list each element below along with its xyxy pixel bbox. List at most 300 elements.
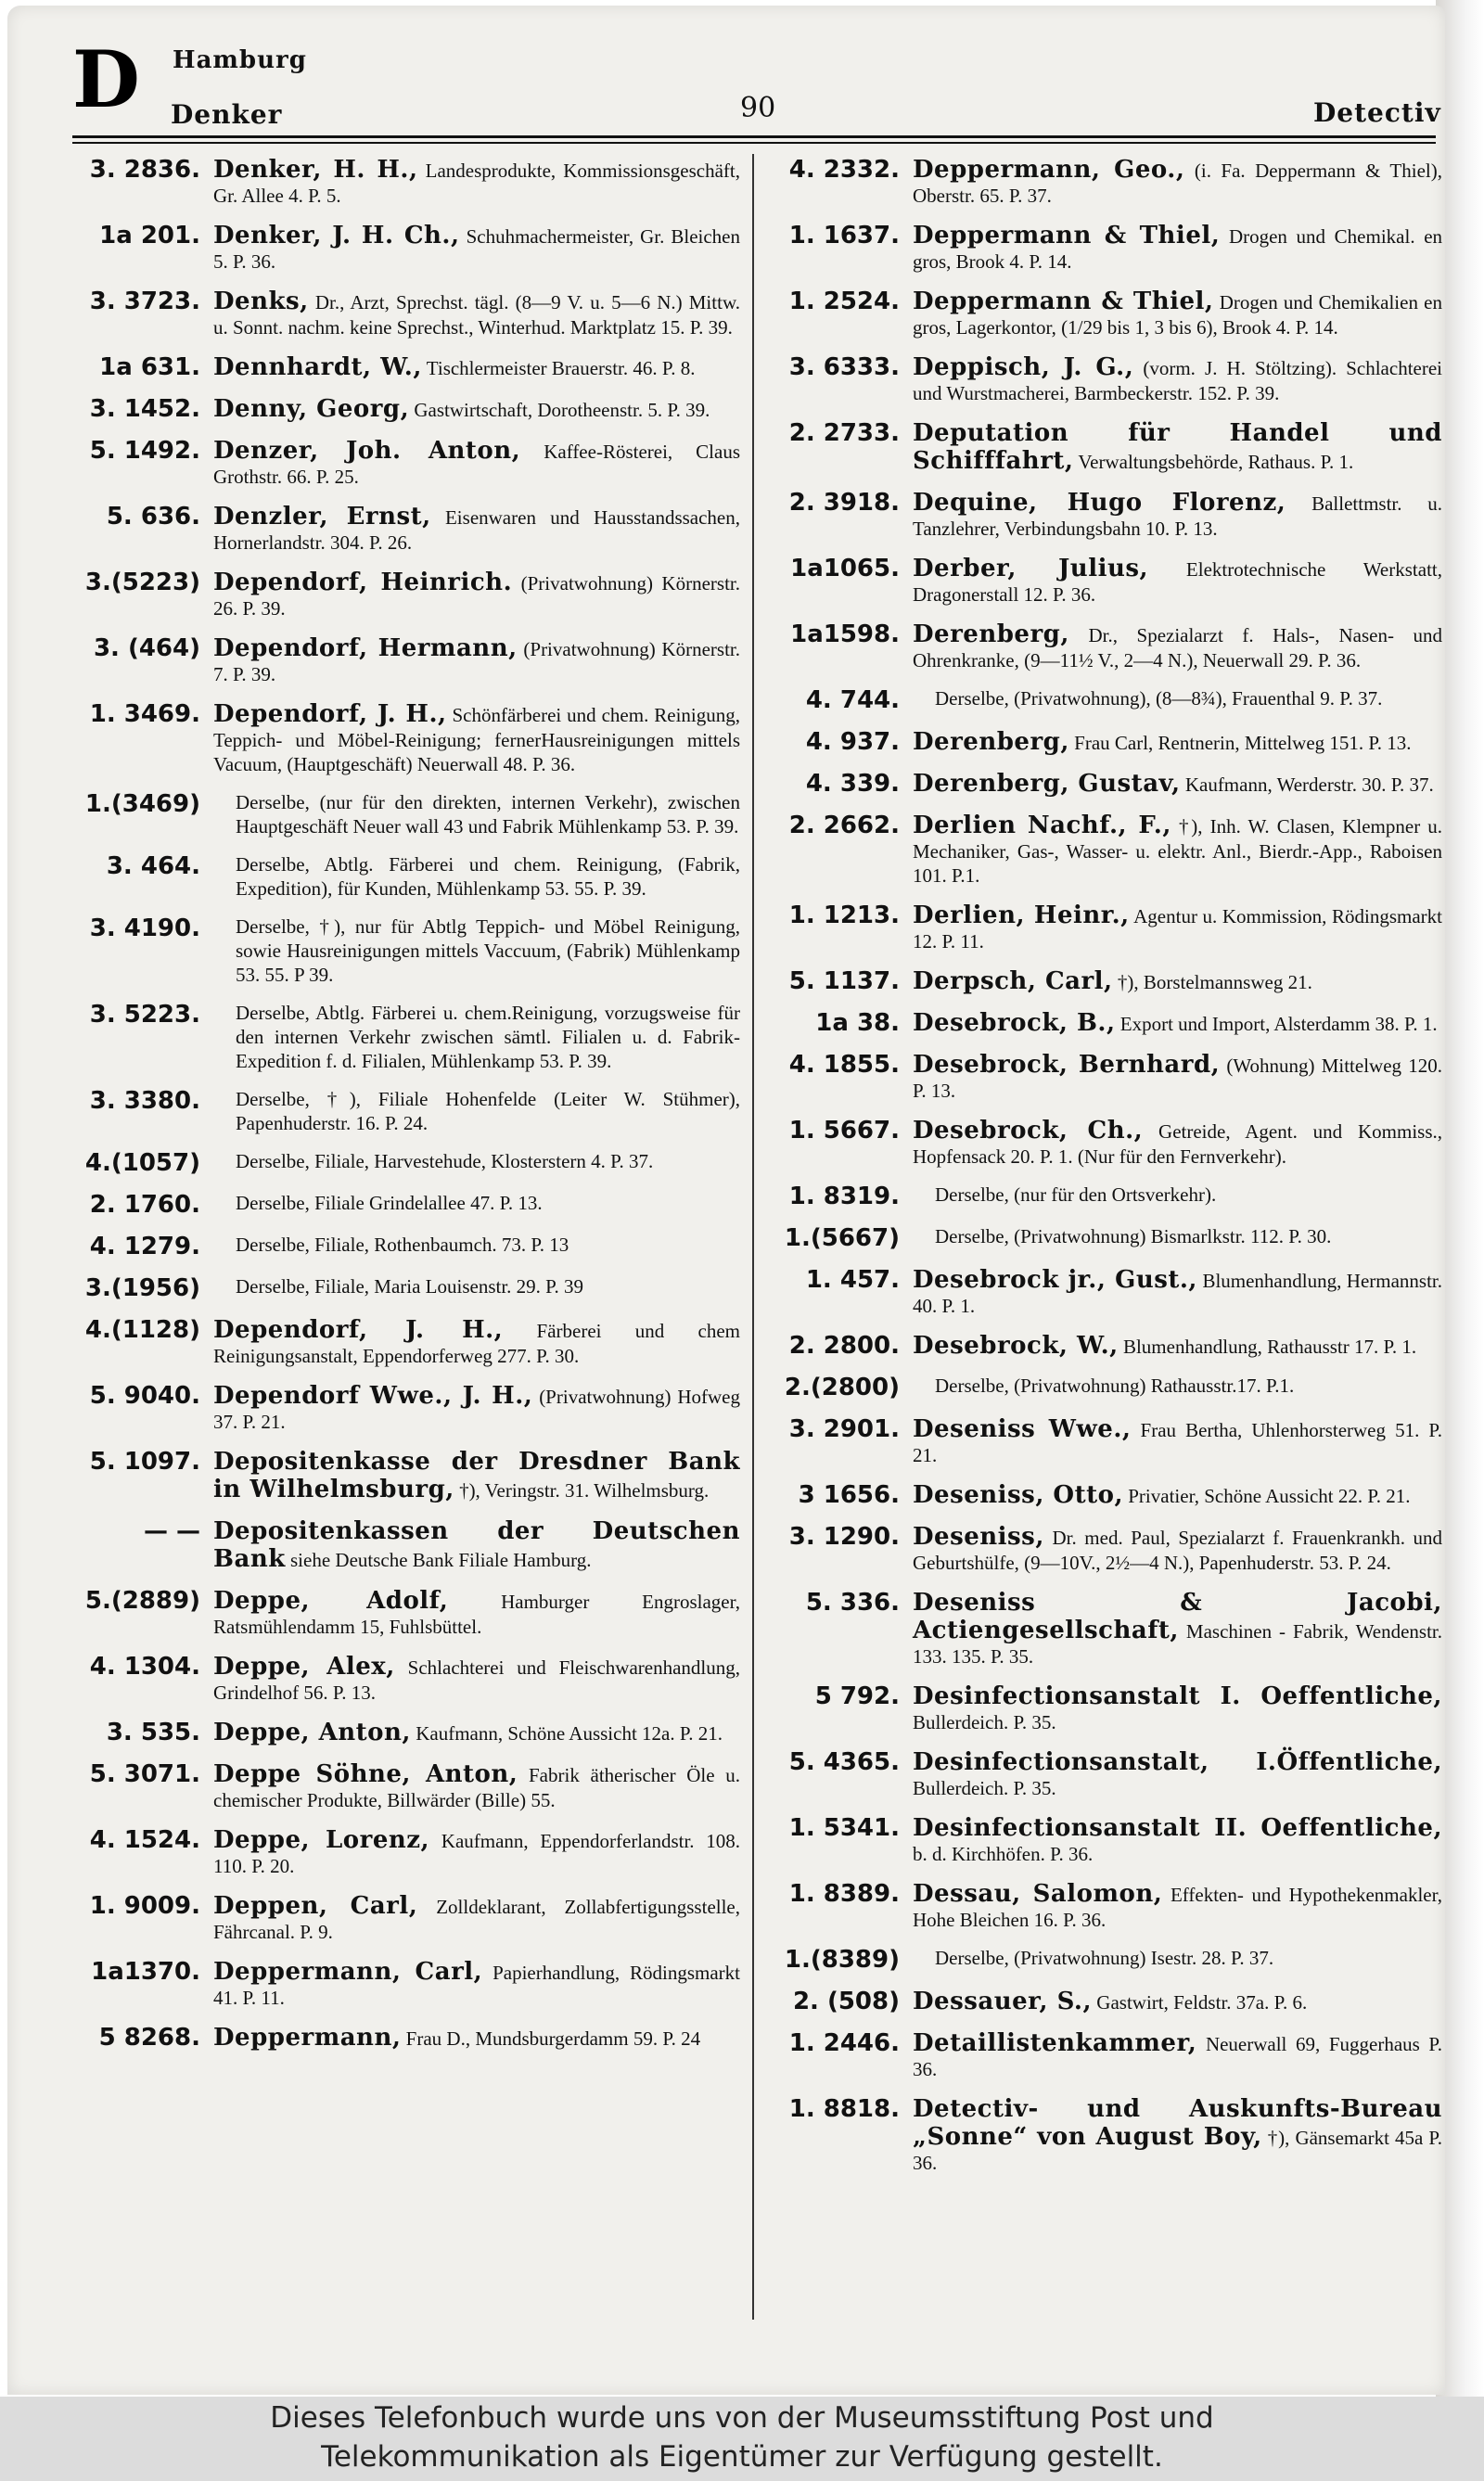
directory-entry [779,902,1442,953]
entry-name: Dessauer, S., [913,1988,1093,2015]
header-rule-bottom [72,142,1436,144]
entry-name: Deppe Söhne, Anton, [213,1760,518,1788]
entry-name: Desebrock, W., [913,1332,1119,1360]
entry-text [213,1087,740,1135]
entry-text [213,503,740,555]
left-column [72,156,740,2065]
entry-text [913,686,1442,710]
directory-entry [72,1316,740,1368]
entry-details: Derselbe, (Privatwohnung) Isestr. 28. P. 37. [935,1947,1274,1969]
phone-number: 5. 4365. [788,1748,900,1776]
directory-entry [72,1087,740,1135]
entry-details: †), Inh. W. Clasen, Klempner u. Mechaniker, Gas-, Wasser- u. elektr. Anl., Bierdr.-App., Raboisen 101. P.1. [913,815,1443,887]
phone-number: 3. 464. [106,852,200,880]
entry-name: Desebrock, Bernhard, [913,1051,1221,1079]
entry-text [913,967,1442,995]
directory-entry [779,288,1442,339]
entry-details: †), Gänsemarkt 45a P. 36. [913,2127,1442,2174]
entry-text [213,790,740,838]
phone-number: 2. 2733. [788,419,900,447]
footer-line-1: Dieses Telefonbuch wurde uns von der Museumsstiftung Post und [270,2401,1214,2435]
footer-notice [0,2397,1484,2481]
directory-entry [72,288,740,339]
entry-details: Neuerwall 69, Fuggerhaus P. 36. [913,2033,1443,2080]
phone-number: 3. 1290. [788,1523,900,1551]
entry-details: Färberei und chem Reinigungsanstalt, Eppendorferweg 277. P. 30. [213,1320,740,1367]
entry-name: Dequine, Hugo Florenz, [913,489,1286,517]
entry-text [913,1880,1442,1932]
entry-text [913,1814,1442,1866]
entry-text [213,1719,740,1746]
entry-name: Derlien, Heinr., [913,902,1130,929]
phone-number: 4. 1279. [89,1233,200,1260]
entry-text [213,700,740,776]
entry-details: Derselbe, Abtlg. Färberei und chem. Reinigung, (Fabrik, Expedition), für Kunden, Mühlenkamp 53. 55. P. 39. [236,853,740,900]
entry-text [913,1183,1442,1207]
directory-entry [779,1415,1442,1467]
entry-name: Deseniss & Jacobi, Actiengesellschaft, [913,1589,1442,1644]
directory-entry [72,1191,740,1219]
entry-details: Dr., Arzt, Sprechst. tägl. (8—9 V. u. 5—6 N.) Mittw. u. Sonnt. nachm. keine Sprechst., Winterhud. Marktplatz 15. P. 39. [213,291,740,339]
entry-details: Export und Import, Alsterdamm 38. P. 1. [1119,1013,1438,1035]
directory-entry [72,790,740,838]
directory-entry [72,1719,740,1746]
entry-text [913,1224,1442,1248]
entry-name: Dependorf, Hermann, [213,634,518,662]
entry-text [213,852,740,901]
entry-text [213,634,740,686]
entry-details: Derselbe, (nur für den Ortsverkehr). [935,1183,1217,1206]
directory-entry [72,1274,740,1302]
phone-number: 1a1598. [790,620,900,648]
entry-text [213,1149,740,1173]
entry-name: Depositenkasse der Dresdner Bank in Wilhelmsburg, [213,1448,740,1503]
entry-details: Privatier, Schöne Aussicht 22. P. 21. [1128,1485,1411,1507]
directory-entry [779,2095,1442,2175]
directory-entry [779,1988,1442,2015]
entry-details: Frau D., Mundsburgerdamm 59. P. 24 [405,2027,701,2050]
entry-text [213,1191,740,1215]
entry-name: Deseniss, Otto, [913,1481,1123,1509]
entry-name: Desebrock, Ch., [913,1117,1144,1145]
directory-entry [779,156,1442,208]
entry-text [213,1448,740,1503]
directory-entry [779,686,1442,714]
entry-text [213,569,740,620]
entry-details: Derselbe, Filiale, Rothenbaumch. 73. P. 13 [236,1234,569,1256]
directory-entry [72,437,740,489]
phone-number: 3.(1956) [84,1274,200,1302]
directory-entry [72,1233,740,1260]
entry-text [213,1001,740,1073]
entry-name: Desebrock jr., Gust., [913,1266,1197,1294]
entry-details: Derselbe, (Privatwohnung) Rathausstr.17. P.1. [935,1375,1295,1397]
directory-entry [72,852,740,901]
phone-number: 1a 201. [99,222,200,249]
entry-name: Derber, Julius, [913,555,1149,582]
directory-entry [779,1009,1442,1037]
phone-number: 3. 3380. [89,1087,200,1115]
entry-text [213,288,740,339]
entry-details: Derselbe, Filiale, Harvestehude, Klosterstern 4. P. 37. [236,1150,654,1172]
entry-text [213,2024,740,2052]
entry-text [913,620,1442,672]
directory-entry [779,812,1442,888]
phone-number: — — [143,1517,200,1545]
phone-number: 1. 8818. [788,2095,900,2123]
entry-details: Derselbe, (nur für den direkten, internen Verkehr), zwischen Hauptgeschäft Neuer wall 43 und Fabrik Mühlenkamp 53. P. 39. [236,791,740,838]
directory-entry [72,569,740,620]
entry-name: Deppermann & Thiel, [913,288,1214,315]
entry-text [213,1892,740,1944]
entry-details: Bullerdeich. P. 35. [913,1711,1056,1733]
entry-name: Derenberg, Gustav, [913,770,1181,798]
phone-number: 2. 2662. [788,812,900,839]
entry-details: Tischlermeister Brauerstr. 46. P. 8. [426,357,696,379]
entry-text [213,437,740,489]
entry-text [913,902,1442,953]
entry-details: Blumenhandlung, Hermannstr. 40. P. 1. [913,1270,1442,1317]
entry-text [913,1415,1442,1467]
entry-name: Desinfectionsanstalt I. Oeffentliche, [913,1682,1442,1710]
directory-entry [72,156,740,208]
entry-details: (vorm. J. H. Stöltzing). Schlachterei und Wurstmacherei, Barmbeckerstr. 152. P. 39. [913,357,1442,404]
entry-details: Eisenwaren und Hausstandssachen, Hornerlandstr. 304. P. 26. [213,506,740,554]
directory-entry [72,1448,740,1503]
header-rule-top [72,135,1436,138]
directory-entry [779,620,1442,672]
entry-details: (Privatwohnung) Körnerstr. 26. P. 39. [213,572,740,620]
phone-number: 4. 937. [805,728,900,756]
entry-text [913,2029,1442,2081]
entry-text [913,1946,1442,1970]
phone-number: 1. 8319. [788,1183,900,1210]
entry-details: Drogen und Chemikalien en gros, Lagerkontor, (1/29 bis 1, 3 bis 6), Brook 4. P. 14. [913,291,1443,339]
phone-number: 1. 2446. [788,2029,900,2057]
first-entry-header: Denker [171,99,283,130]
entry-details: Schuhmachermeister, Gr. Bleichen 5. P. 36. [213,225,741,273]
directory-entry [779,1332,1442,1360]
phone-number: 1. 1213. [788,902,900,929]
entry-name: Denny, Georg, [213,395,410,423]
entry-name: Denks, [213,288,309,315]
entry-details: Ballettmstr. u. Tanzlehrer, Verbindungsbahn 10. P. 13. [913,492,1443,540]
entry-name: Derpsch, Carl, [913,967,1113,995]
entry-text [213,156,740,208]
entry-name: Deppe, Alex, [213,1653,395,1681]
entry-text [913,1117,1442,1169]
entry-details: †), Borstelmannsweg 21. [1117,971,1312,993]
entry-text [913,555,1442,607]
phone-number: 5.(2889) [84,1587,200,1615]
phone-number: 5. 636. [106,503,200,531]
entry-details: (i. Fa. Deppermann & Thiel), Oberstr. 65. P. 37. [913,160,1442,207]
directory-entry [72,914,740,987]
phone-number: 1. 1637. [788,222,900,249]
phone-number: 2. 1760. [89,1191,200,1219]
page-number: 90 [740,92,776,124]
entry-details: †), Veringstr. 31. Wilhelmsburg. [459,1479,710,1502]
phone-number: 4. 1304. [89,1653,200,1681]
entry-text [913,2095,1442,2175]
entry-details: Gastwirt, Feldstr. 37a. P. 6. [1096,1991,1308,2014]
entry-text [913,489,1442,541]
entry-text [913,419,1442,475]
city-heading: Hamburg [173,46,307,74]
entry-text [213,914,740,987]
directory-entry [72,2024,740,2052]
directory-entry [72,1892,740,1944]
phone-number: 5. 336. [805,1589,900,1617]
entry-details: Derselbe, †), nur für Abtlg Teppich- und Möbel Reinigung, sowie Hausreinigungen mittels Vaccuum, (Fabrik) Mühlenkamp 53. 55. P 39. [236,915,740,986]
entry-details: (Privatwohnung) Hofweg 37. P. 21. [213,1386,740,1433]
phone-number: 3. 4190. [89,914,200,942]
entry-details: Schlachterei und Fleischwarenhandlung, Grindelhof 56. P. 13. [213,1656,740,1704]
phone-number: 4. 744. [805,686,900,714]
entry-text [913,1589,1442,1669]
directory-entry [72,353,740,381]
entry-details: Verwaltungsbehörde, Rathaus. P. 1. [1078,451,1354,473]
entry-name: Deppisch, J. G., [913,353,1134,381]
phone-number: 1.(3469) [84,790,200,818]
directory-entry [779,1374,1442,1401]
directory-entry [779,489,1442,541]
entry-text [913,1332,1442,1360]
phone-number: 1. 8389. [788,1880,900,1908]
directory-entry [72,1587,740,1639]
phone-number: 4. 1855. [788,1051,900,1079]
entry-name: Deppe, Lorenz, [213,1826,430,1854]
directory-entry [779,967,1442,995]
entry-text [913,1523,1442,1575]
entry-text [913,353,1442,405]
entry-name: Desinfectionsanstalt, I.Öffentliche, [913,1748,1442,1776]
entry-name: Desebrock, B., [913,1009,1116,1037]
directory-entry [779,1051,1442,1103]
directory-entry [72,1653,740,1705]
entry-text [213,1382,740,1434]
entry-name: Deseniss, [913,1523,1044,1551]
entry-details: (Privatwohnung) Körnerstr. 7. P. 39. [213,638,740,685]
phone-number: 1. 2524. [788,288,900,315]
phone-number: 5 8268. [98,2024,200,2052]
directory-entry [72,395,740,423]
entry-name: Dependorf, J. H., [213,700,447,728]
entry-text [913,728,1442,756]
entry-details: siehe Deutsche Bank Filiale Hamburg. [290,1549,592,1571]
entry-name: Deppe, Anton, [213,1719,411,1746]
entry-name: Deppermann & Thiel, [913,222,1221,249]
phone-number: 3. 1452. [89,395,200,423]
entry-name: Dependorf, J. H., [213,1316,504,1344]
phone-number: 1.(8389) [784,1946,900,1974]
directory-entry [779,555,1442,607]
entry-details: Kaufmann, Eppendorferlandstr. 108. 110. P. 20. [213,1830,740,1877]
section-letter: D [72,33,140,125]
phone-number: 4. 2332. [788,156,900,184]
entry-details: Hamburger Engroslager, Ratsmühlendamm 15, Fuhlsbüttel. [213,1591,740,1638]
entry-text [913,1988,1442,2015]
phone-number: 3. 3723. [89,288,200,315]
entry-details: Frau Carl, Rentnerin, Mittelweg 151. P. 13. [1074,732,1412,754]
entry-name: Derenberg, [913,620,1069,648]
entry-text [913,1051,1442,1103]
directory-entry [779,419,1442,475]
entry-text [213,222,740,274]
entry-details: Derselbe, Filiale Grindelallee 47. P. 13. [236,1192,543,1214]
entry-text [213,1760,740,1812]
phone-number: 2. 3918. [788,489,900,517]
entry-details: Kaffee-Rösterei, Claus Grothstr. 66. P. 25. [213,441,741,488]
phone-number: 3.(5223) [84,569,200,596]
entry-text [213,395,740,423]
directory-entry [779,728,1442,756]
phone-number: 5. 3071. [89,1760,200,1788]
directory-entry [779,2029,1442,2081]
entry-details: Papierhandlung, Rödingsmarkt 41. P. 11. [213,1962,740,2009]
directory-entry [72,503,740,555]
entry-text [913,1748,1442,1800]
entry-name: Detectiv- und Auskunfts-Bureau „Sonne“ von August Boy, [913,2095,1442,2151]
directory-entry [72,222,740,274]
entry-name: Derlien Nachf., F., [913,812,1171,839]
phone-number: 3. 6333. [788,353,900,381]
phone-number: 1a 38. [815,1009,900,1037]
entry-text [913,812,1442,888]
entry-text [913,1374,1442,1398]
entry-name: Desinfectionsanstalt II. Oeffentliche, [913,1814,1442,1842]
phone-number: 5. 1137. [788,967,900,995]
directory-entry [779,1183,1442,1210]
entry-text [913,770,1442,798]
entry-name: Denzler, Ernst, [213,503,431,531]
phone-number: 3. 2901. [788,1415,900,1443]
entry-text [213,1233,740,1257]
entry-text [913,288,1442,339]
phone-number: 3. 5223. [89,1001,200,1029]
phone-number: 5 792. [814,1682,900,1710]
entry-text [213,1274,740,1298]
directory-entry [779,353,1442,405]
directory-entry [779,1266,1442,1318]
directory-entry [779,222,1442,274]
phone-number: 1. 5341. [788,1814,900,1842]
entry-name: Derenberg, [913,728,1069,756]
phone-number: 3. 535. [106,1719,200,1746]
entry-name: Depositenkassen der Deutschen Bank [213,1517,740,1573]
entry-details: Maschinen - Fabrik, Wendenstr. 133. 135. P. 35. [913,1620,1442,1668]
entry-text [913,1481,1442,1509]
entry-text [213,353,740,381]
entry-details: Blumenhandlung, Rathausstr 17. P. 1. [1122,1336,1417,1358]
entry-details: Derselbe, (Privatwohnung), (8—8¾), Frauenthal 9. P. 37. [935,687,1383,710]
directory-entry [779,1224,1442,1252]
entry-text [913,1266,1442,1318]
directory-entry [779,1748,1442,1800]
phone-number: 1a1370. [91,1958,200,1986]
entry-name: Deppermann, Carl, [213,1958,483,1986]
directory-entry [72,1826,740,1878]
footer-line-2: Telekommunikation als Eigentümer zur Verfügung gestellt. [321,2440,1163,2474]
entry-details: Schönfärberei und chem. Reinigung, Teppich- und Möbel-Reinigung; fernerHausreinigungen mittels Vacuum, (Hauptgeschäft) Neuerwall 48. P. 36. [213,704,740,775]
directory-entry [72,1382,740,1434]
entry-name: Dessau, Salomon, [913,1880,1163,1908]
entry-text [213,1587,740,1639]
phone-number: 5. 1097. [89,1448,200,1476]
entry-text [913,1009,1442,1037]
phone-number: 1. 3469. [89,700,200,728]
phone-number: 4.(1057) [84,1149,200,1177]
directory-entry [72,1001,740,1073]
entry-details: Derselbe, Abtlg. Färberei u. chem.Reinigung, vorzugsweise für den internen Verkehr zwischen sämtl. Filialen u. d. Fabrik-Expedition f. d. Filialen, Mühlenkamp 53. P. 39. [236,1002,740,1072]
directory-entry [779,1682,1442,1734]
phone-number: 4. 339. [805,770,900,798]
directory-entry [779,1814,1442,1866]
right-column [779,156,1442,2189]
entry-text [913,156,1442,208]
directory-entry [72,1517,740,1573]
entry-text [213,1958,740,2010]
entry-name: Deppermann, Geo., [913,156,1185,184]
entry-name: Deppen, Carl, [213,1892,418,1920]
entry-details: Getreide, Agent. und Kommiss., Hopfensack 20. P. 1. (Nur für den Fernverkehr). [913,1120,1442,1168]
entry-text [913,222,1442,274]
directory-entry [779,1946,1442,1974]
entry-details: Kaufmann, Schöne Aussicht 12a. P. 21. [416,1722,723,1745]
directory-entry [779,770,1442,798]
entry-details: Kaufmann, Werderstr. 30. P. 37. [1184,774,1434,796]
entry-name: Denzer, Joh. Anton, [213,437,521,465]
entry-name: Deppermann, [213,2024,402,2052]
entry-details: Fabrik ätherischer Öle u. chemischer Produkte, Billwärder (Bille) 55. [213,1764,741,1811]
entry-name: Deppe, Adolf, [213,1587,449,1615]
phone-number: 5. 9040. [89,1382,200,1410]
phone-number: 5. 1492. [89,437,200,465]
phone-number: 2. 2800. [788,1332,900,1360]
directory-entry [72,700,740,776]
phone-number: 4.(1128) [84,1316,200,1344]
phone-number: 2.(2800) [784,1374,900,1401]
entry-text [213,1517,740,1573]
phone-number: 4. 1524. [89,1826,200,1854]
phone-number: 3 1656. [798,1481,900,1509]
column-divider [752,154,754,2320]
phone-number: 1a1065. [790,555,900,582]
directory-entry [72,1149,740,1177]
phone-number: 1. 5667. [788,1117,900,1145]
entry-text [213,1653,740,1705]
phone-number: 1.(5667) [784,1224,900,1252]
phone-number: 3. (464) [93,634,200,662]
phone-number: 3. 2836. [89,156,200,184]
entry-name: Dependorf Wwe., J. H., [213,1382,533,1410]
entry-text [213,1826,740,1878]
directory-entry [779,1481,1442,1509]
entry-details: Derselbe, †), Filiale Hohenfelde (Leiter W. Stühmer), Papenhuderstr. 16. P. 24. [236,1088,740,1134]
directory-entry [72,1760,740,1812]
entry-name: Dennhardt, W., [213,353,422,381]
last-entry-header: Detectiv [1313,97,1441,128]
entry-details: Dr., Spezialarzt f. Hals-, Nasen- und Ohrenkranke, (9—11½ V., 2—4 N.), Neuerwall 29. P. 36. [913,624,1442,671]
entry-details: Agentur u. Kommission, Rödingsmarkt 12. P. 11. [913,905,1442,953]
entry-text [213,1316,740,1368]
entry-details: Dr. med. Paul, Spezialarzt f. Frauenkrankh. und Geburtshülfe, (9—10V., 2½—4 N.), Papenhuderstr. 53. P. 24. [913,1527,1443,1574]
entry-details: Bullerdeich. P. 35. [913,1777,1056,1799]
entry-details: Gastwirtschaft, Dorotheenstr. 5. P. 39. [414,399,710,421]
entry-text [913,1682,1442,1734]
entry-details: Drogen und Chemikal. en gros, Brook 4. P. 14. [913,225,1443,273]
entry-details: Frau Bertha, Uhlenhorsterweg 51. P. 21. [913,1419,1442,1466]
